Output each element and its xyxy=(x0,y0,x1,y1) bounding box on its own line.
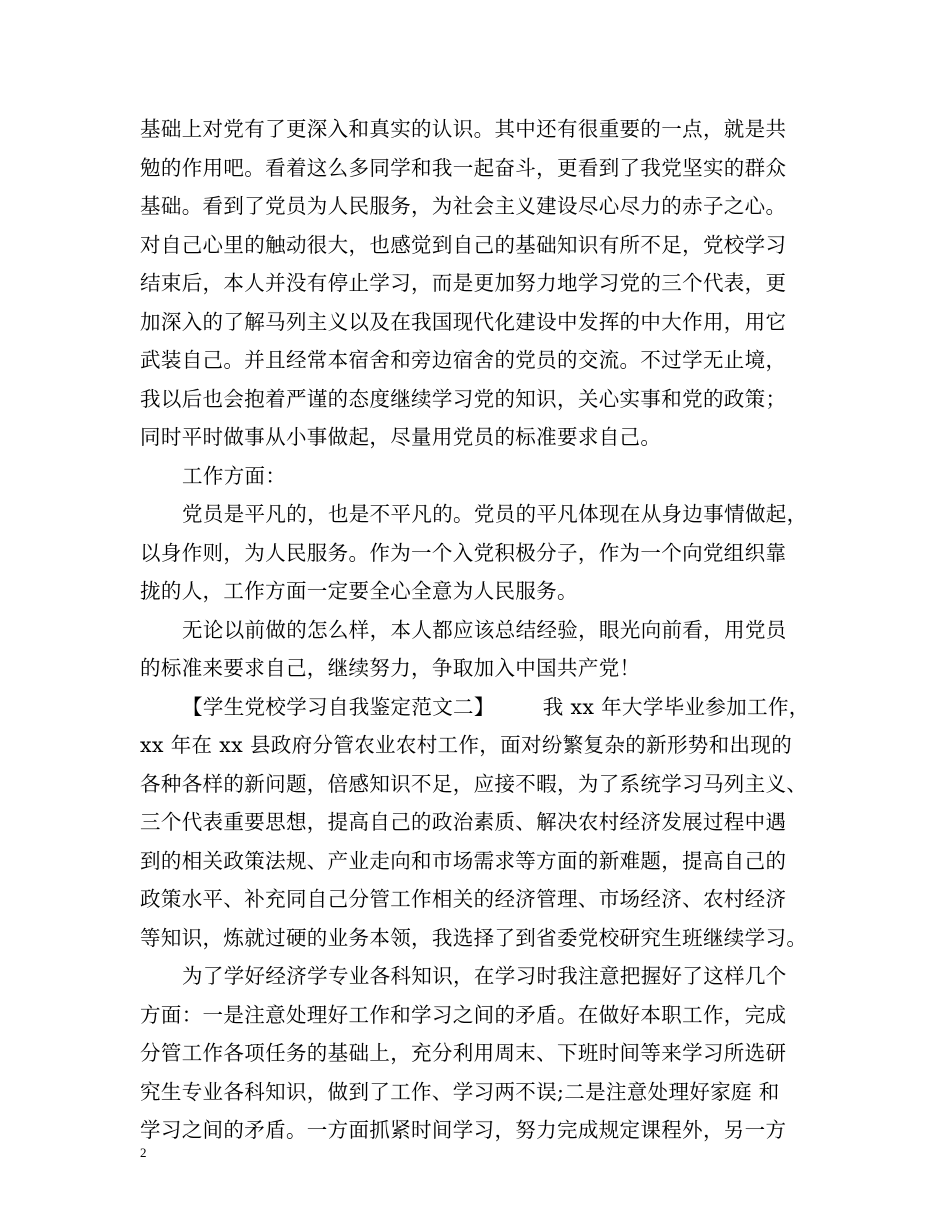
text-line: 勉的作用吧。看着这么多同学和我一起奋斗，更看到了我党坚实的群众 xyxy=(140,155,787,180)
text-line: 分管工作各项任务的基础上，充分利用周末、下班时间等来学习所选研 xyxy=(140,1041,787,1065)
text-line: 学习之间的矛盾。一方面抓紧时间学习，努力完成规定课程外，另一方 xyxy=(140,1118,787,1142)
text-line: 我以后也会抱着严谨的态度继续学习党的知识，关心实事和党的政策； xyxy=(140,386,787,411)
text-line: 加深入的了解马列主义以及在我国现代化建设中发挥的中大作用，用它 xyxy=(140,309,787,334)
text-line: 党员是平凡的，也是不平凡的。党员的平凡体现在从身边事情做起， xyxy=(182,502,808,526)
text-line: 武装自己。并且经常本宿舍和旁边宿舍的党员的交流。不过学无止境， xyxy=(140,348,787,372)
text-line: 各种各样的新问题，倍感知识不足，应接不暇，为了系统学习马列主义、 xyxy=(140,771,808,796)
text-line: 到的相关政策法规、产业走向和市场需求等方面的新难题，提高自己的 xyxy=(140,848,787,873)
text-line: 等知识，炼就过硬的业务本领，我选择了到省委党校研究生班继续学习。 xyxy=(140,925,808,950)
text-line: 基础上对党有了更深入和真实的认识。其中还有很重要的一点，就是共 xyxy=(140,117,787,141)
text-line: 的标准来要求自己，继续努力，争取加入中国共产党！ xyxy=(140,656,641,680)
text-line: xx 年在 xx 县政府分管农业农村工作，面对纷繁复杂的新形势和出现的 xyxy=(140,733,793,757)
page-number: 2 xyxy=(140,1145,147,1160)
text-line: 政策水平、补充同自己分管工作相关的经济管理、市场经济、农村经济 xyxy=(140,887,787,911)
text-line: 为了学好经济学专业各科知识，在学习时我注意把握好了这样几个 xyxy=(182,964,787,988)
text-line: 同时平时做事从小事做起，尽量用党员的标准要求自己。 xyxy=(140,425,662,449)
text-line: 方面：一是注意处理好工作和学习之间的矛盾。在做好本职工作，完成 xyxy=(140,1002,787,1027)
text-line: 无论以前做的怎么样，本人都应该总结经验，眼光向前看，用党员 xyxy=(182,617,787,642)
text-line: 以身作则，为人民服务。作为一个入党积极分子，作为一个向党组织靠 xyxy=(140,540,787,565)
subheading-work: 工作方面： xyxy=(182,463,287,488)
section-heading: 【学生党校学习自我鉴定范文二】 xyxy=(182,694,495,719)
text-line: 究生专业各科知识，做到了工作、学习两不误;二是注意处理好家庭 和 xyxy=(140,1079,780,1104)
text-line: 对自己心里的触动很大，也感觉到自己的基础知识有所不足，党校学习 xyxy=(140,232,787,257)
text-line: 结束后，本人并没有停止学习，而是更加努力地学习党的三个代表，更 xyxy=(140,271,787,295)
text-line: 基础。看到了党员为人民服务，为社会主义建设尽心尽力的赤子之心。 xyxy=(140,194,787,218)
section-heading-line xyxy=(140,688,830,727)
text-line: 拢的人，工作方面一定要全心全意为人民服务。 xyxy=(140,579,578,603)
text-line: 我 xx 年大学毕业参加工作， xyxy=(542,694,810,719)
document-body xyxy=(140,110,830,1150)
text-line: 三个代表重要思想，提高自己的政治素质、解决农村经济发展过程中遇 xyxy=(140,810,787,834)
